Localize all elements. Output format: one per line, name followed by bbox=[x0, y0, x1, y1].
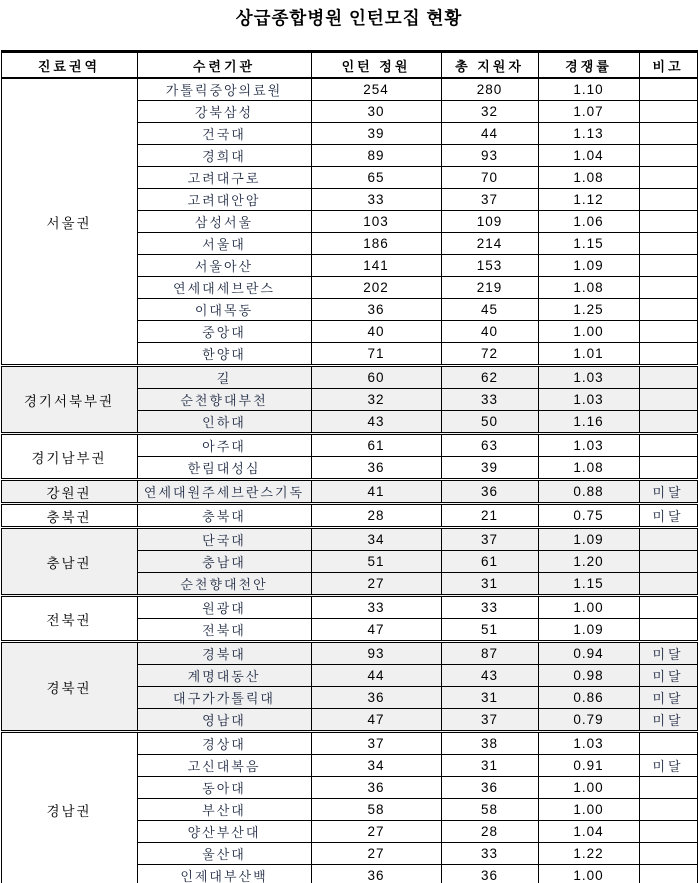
table-row bbox=[1, 366, 697, 389]
intern-quota-cell: 34 bbox=[311, 528, 441, 551]
remark-cell: 미달 bbox=[639, 755, 697, 777]
total-applicants-cell: 33 bbox=[441, 389, 538, 411]
competition-ratio-cell: 1.10 bbox=[538, 78, 639, 101]
page-title: 상급종합병원 인턴모집 현황 bbox=[235, 8, 463, 28]
institution-cell: 길 bbox=[137, 366, 311, 389]
remark-cell bbox=[639, 101, 697, 123]
institution-cell: 양산부산대 bbox=[137, 821, 311, 843]
remark-cell bbox=[639, 411, 697, 434]
competition-ratio-cell: 1.09 bbox=[538, 528, 639, 551]
remark-cell bbox=[639, 573, 697, 596]
remark-cell bbox=[639, 211, 697, 233]
competition-ratio-cell: 1.08 bbox=[538, 457, 639, 480]
intern-quota-cell: 39 bbox=[311, 123, 441, 145]
region-label: 경기서북부권 bbox=[1, 366, 137, 434]
intern-quota-cell: 186 bbox=[311, 233, 441, 255]
table-row bbox=[1, 504, 697, 528]
intern-quota-cell: 89 bbox=[311, 145, 441, 167]
intern-quota-cell: 28 bbox=[311, 504, 441, 528]
institution-cell: 동아대 bbox=[137, 777, 311, 799]
total-applicants-cell: 51 bbox=[441, 619, 538, 642]
column-header-1: 수련기관 bbox=[137, 52, 311, 79]
competition-ratio-cell: 1.09 bbox=[538, 255, 639, 277]
remark-cell bbox=[639, 865, 697, 883]
competition-ratio-cell: 1.00 bbox=[538, 777, 639, 799]
institution-cell: 고신대복음 bbox=[137, 755, 311, 777]
table-row bbox=[1, 642, 697, 665]
institution-cell: 순천향대부천 bbox=[137, 389, 311, 411]
region-label: 경기남부권 bbox=[1, 434, 137, 480]
intern-quota-cell: 36 bbox=[311, 457, 441, 480]
total-applicants-cell: 32 bbox=[441, 101, 538, 123]
institution-cell: 경상대 bbox=[137, 732, 311, 755]
total-applicants-cell: 214 bbox=[441, 233, 538, 255]
competition-ratio-cell: 1.15 bbox=[538, 233, 639, 255]
total-applicants-cell: 37 bbox=[441, 709, 538, 732]
institution-cell: 단국대 bbox=[137, 528, 311, 551]
remark-cell bbox=[639, 596, 697, 619]
intern-quota-cell: 44 bbox=[311, 665, 441, 687]
remark-cell bbox=[639, 457, 697, 480]
institution-cell: 경북대 bbox=[137, 642, 311, 665]
institution-cell: 이대목동 bbox=[137, 299, 311, 321]
institution-cell: 가톨릭중앙의료원 bbox=[137, 78, 311, 101]
remark-cell bbox=[639, 843, 697, 865]
remark-cell bbox=[639, 732, 697, 755]
competition-ratio-cell: 1.00 bbox=[538, 865, 639, 883]
table-body bbox=[1, 78, 697, 883]
institution-cell: 전북대 bbox=[137, 619, 311, 642]
column-header-5: 비고 bbox=[639, 52, 697, 79]
institution-cell: 인제대부산백 bbox=[137, 865, 311, 883]
intern-quota-cell: 47 bbox=[311, 709, 441, 732]
competition-ratio-cell: 1.06 bbox=[538, 211, 639, 233]
institution-cell: 원광대 bbox=[137, 596, 311, 619]
intern-quota-cell: 47 bbox=[311, 619, 441, 642]
intern-quota-cell: 71 bbox=[311, 343, 441, 366]
institution-cell: 영남대 bbox=[137, 709, 311, 732]
remark-cell bbox=[639, 821, 697, 843]
column-header-3: 총 지원자 bbox=[441, 52, 538, 79]
institution-cell: 건국대 bbox=[137, 123, 311, 145]
institution-cell: 경희대 bbox=[137, 145, 311, 167]
remark-cell bbox=[639, 434, 697, 457]
intern-quota-cell: 30 bbox=[311, 101, 441, 123]
total-applicants-cell: 93 bbox=[441, 145, 538, 167]
intern-quota-cell: 58 bbox=[311, 799, 441, 821]
competition-ratio-cell: 1.04 bbox=[538, 821, 639, 843]
total-applicants-cell: 61 bbox=[441, 551, 538, 573]
competition-ratio-cell: 1.07 bbox=[538, 101, 639, 123]
institution-cell: 인하대 bbox=[137, 411, 311, 434]
intern-quota-cell: 36 bbox=[311, 687, 441, 709]
institution-cell: 서울대 bbox=[137, 233, 311, 255]
total-applicants-cell: 28 bbox=[441, 821, 538, 843]
competition-ratio-cell: 0.91 bbox=[538, 755, 639, 777]
remark-cell bbox=[639, 277, 697, 299]
total-applicants-cell: 36 bbox=[441, 865, 538, 883]
total-applicants-cell: 21 bbox=[441, 504, 538, 528]
total-applicants-cell: 50 bbox=[441, 411, 538, 434]
intern-quota-cell: 61 bbox=[311, 434, 441, 457]
competition-ratio-cell: 1.15 bbox=[538, 573, 639, 596]
competition-ratio-cell: 1.16 bbox=[538, 411, 639, 434]
intern-quota-cell: 40 bbox=[311, 321, 441, 343]
competition-ratio-cell: 0.94 bbox=[538, 642, 639, 665]
competition-ratio-cell: 0.75 bbox=[538, 504, 639, 528]
table-row bbox=[1, 434, 697, 457]
institution-cell: 울산대 bbox=[137, 843, 311, 865]
table-row bbox=[1, 528, 697, 551]
region-label: 경남권 bbox=[1, 732, 137, 883]
total-applicants-cell: 72 bbox=[441, 343, 538, 366]
region-label: 강원권 bbox=[1, 480, 137, 504]
intern-quota-cell: 43 bbox=[311, 411, 441, 434]
intern-quota-cell: 103 bbox=[311, 211, 441, 233]
intern-quota-cell: 41 bbox=[311, 480, 441, 504]
intern-quota-cell: 60 bbox=[311, 366, 441, 389]
total-applicants-cell: 38 bbox=[441, 732, 538, 755]
competition-ratio-cell: 1.04 bbox=[538, 145, 639, 167]
competition-ratio-cell: 1.03 bbox=[538, 732, 639, 755]
competition-ratio-cell: 1.03 bbox=[538, 366, 639, 389]
competition-ratio-cell: 0.86 bbox=[538, 687, 639, 709]
remark-cell bbox=[639, 299, 697, 321]
competition-ratio-cell: 1.25 bbox=[538, 299, 639, 321]
remark-cell bbox=[639, 551, 697, 573]
total-applicants-cell: 33 bbox=[441, 843, 538, 865]
total-applicants-cell: 36 bbox=[441, 777, 538, 799]
total-applicants-cell: 70 bbox=[441, 167, 538, 189]
intern-quota-cell: 27 bbox=[311, 843, 441, 865]
total-applicants-cell: 280 bbox=[441, 78, 538, 101]
intern-quota-cell: 37 bbox=[311, 732, 441, 755]
institution-cell: 한림대성심 bbox=[137, 457, 311, 480]
intern-quota-cell: 36 bbox=[311, 777, 441, 799]
table-row bbox=[1, 78, 697, 101]
total-applicants-cell: 31 bbox=[441, 573, 538, 596]
total-applicants-cell: 39 bbox=[441, 457, 538, 480]
remark-cell bbox=[639, 366, 697, 389]
institution-cell: 대구가가톨릭대 bbox=[137, 687, 311, 709]
competition-ratio-cell: 1.08 bbox=[538, 277, 639, 299]
remark-cell bbox=[639, 528, 697, 551]
intern-quota-cell: 27 bbox=[311, 821, 441, 843]
institution-cell: 충남대 bbox=[137, 551, 311, 573]
region-label: 충남권 bbox=[1, 528, 137, 596]
competition-ratio-cell: 1.03 bbox=[538, 434, 639, 457]
remark-cell: 미달 bbox=[639, 687, 697, 709]
institution-cell: 고려대안암 bbox=[137, 189, 311, 211]
total-applicants-cell: 37 bbox=[441, 528, 538, 551]
intern-quota-cell: 27 bbox=[311, 573, 441, 596]
total-applicants-cell: 58 bbox=[441, 799, 538, 821]
competition-ratio-cell: 1.00 bbox=[538, 799, 639, 821]
remark-cell bbox=[639, 619, 697, 642]
total-applicants-cell: 45 bbox=[441, 299, 538, 321]
remark-cell bbox=[639, 167, 697, 189]
total-applicants-cell: 44 bbox=[441, 123, 538, 145]
intern-quota-cell: 34 bbox=[311, 755, 441, 777]
remark-cell bbox=[639, 123, 697, 145]
institution-cell: 순천향대천안 bbox=[137, 573, 311, 596]
total-applicants-cell: 62 bbox=[441, 366, 538, 389]
remark-cell: 미달 bbox=[639, 709, 697, 732]
remark-cell bbox=[639, 777, 697, 799]
institution-cell: 연세대원주세브란스기독 bbox=[137, 480, 311, 504]
competition-ratio-cell: 1.08 bbox=[538, 167, 639, 189]
column-header-4: 경쟁률 bbox=[538, 52, 639, 79]
remark-cell bbox=[639, 255, 697, 277]
competition-ratio-cell: 1.09 bbox=[538, 619, 639, 642]
table-header-row bbox=[1, 52, 697, 79]
total-applicants-cell: 63 bbox=[441, 434, 538, 457]
total-applicants-cell: 109 bbox=[441, 211, 538, 233]
remark-cell: 미달 bbox=[639, 504, 697, 528]
institution-cell: 부산대 bbox=[137, 799, 311, 821]
intern-recruitment-table bbox=[1, 50, 698, 883]
remark-cell bbox=[639, 78, 697, 101]
institution-cell: 충북대 bbox=[137, 504, 311, 528]
competition-ratio-cell: 0.79 bbox=[538, 709, 639, 732]
total-applicants-cell: 40 bbox=[441, 321, 538, 343]
total-applicants-cell: 43 bbox=[441, 665, 538, 687]
total-applicants-cell: 87 bbox=[441, 642, 538, 665]
table-row bbox=[1, 732, 697, 755]
column-header-2: 인턴 정원 bbox=[311, 52, 441, 79]
competition-ratio-cell: 1.12 bbox=[538, 189, 639, 211]
institution-cell: 중앙대 bbox=[137, 321, 311, 343]
competition-ratio-cell: 0.88 bbox=[538, 480, 639, 504]
intern-quota-cell: 254 bbox=[311, 78, 441, 101]
competition-ratio-cell: 1.00 bbox=[538, 596, 639, 619]
total-applicants-cell: 37 bbox=[441, 189, 538, 211]
intern-quota-cell: 36 bbox=[311, 865, 441, 883]
region-label: 전북권 bbox=[1, 596, 137, 642]
intern-quota-cell: 93 bbox=[311, 642, 441, 665]
total-applicants-cell: 31 bbox=[441, 755, 538, 777]
remark-cell bbox=[639, 389, 697, 411]
remark-cell bbox=[639, 189, 697, 211]
intern-quota-cell: 65 bbox=[311, 167, 441, 189]
remark-cell bbox=[639, 321, 697, 343]
competition-ratio-cell: 1.00 bbox=[538, 321, 639, 343]
remark-cell: 미달 bbox=[639, 642, 697, 665]
institution-cell: 삼성서울 bbox=[137, 211, 311, 233]
table-row bbox=[1, 596, 697, 619]
competition-ratio-cell: 1.20 bbox=[538, 551, 639, 573]
institution-cell: 고려대구로 bbox=[137, 167, 311, 189]
intern-quota-cell: 33 bbox=[311, 189, 441, 211]
region-label: 경북권 bbox=[1, 642, 137, 732]
table-row bbox=[1, 480, 697, 504]
intern-quota-cell: 32 bbox=[311, 389, 441, 411]
total-applicants-cell: 153 bbox=[441, 255, 538, 277]
institution-cell: 서울아산 bbox=[137, 255, 311, 277]
institution-cell: 연세대세브란스 bbox=[137, 277, 311, 299]
intern-quota-cell: 141 bbox=[311, 255, 441, 277]
competition-ratio-cell: 1.22 bbox=[538, 843, 639, 865]
total-applicants-cell: 36 bbox=[441, 480, 538, 504]
remark-cell bbox=[639, 233, 697, 255]
total-applicants-cell: 219 bbox=[441, 277, 538, 299]
remark-cell: 미달 bbox=[639, 665, 697, 687]
remark-cell bbox=[639, 145, 697, 167]
total-applicants-cell: 31 bbox=[441, 687, 538, 709]
competition-ratio-cell: 1.01 bbox=[538, 343, 639, 366]
intern-quota-cell: 36 bbox=[311, 299, 441, 321]
intern-quota-cell: 33 bbox=[311, 596, 441, 619]
region-label: 서울권 bbox=[1, 78, 137, 366]
intern-quota-cell: 51 bbox=[311, 551, 441, 573]
remark-cell bbox=[639, 343, 697, 366]
intern-quota-cell: 202 bbox=[311, 277, 441, 299]
total-applicants-cell: 33 bbox=[441, 596, 538, 619]
competition-ratio-cell: 1.13 bbox=[538, 123, 639, 145]
competition-ratio-cell: 1.03 bbox=[538, 389, 639, 411]
remark-cell: 미달 bbox=[639, 480, 697, 504]
remark-cell bbox=[639, 799, 697, 821]
institution-cell: 계명대동산 bbox=[137, 665, 311, 687]
institution-cell: 아주대 bbox=[137, 434, 311, 457]
column-header-0: 진료권역 bbox=[1, 52, 137, 79]
table-header bbox=[1, 52, 697, 79]
region-label: 충북권 bbox=[1, 504, 137, 528]
competition-ratio-cell: 0.98 bbox=[538, 665, 639, 687]
institution-cell: 한양대 bbox=[137, 343, 311, 366]
institution-cell: 강북삼성 bbox=[137, 101, 311, 123]
